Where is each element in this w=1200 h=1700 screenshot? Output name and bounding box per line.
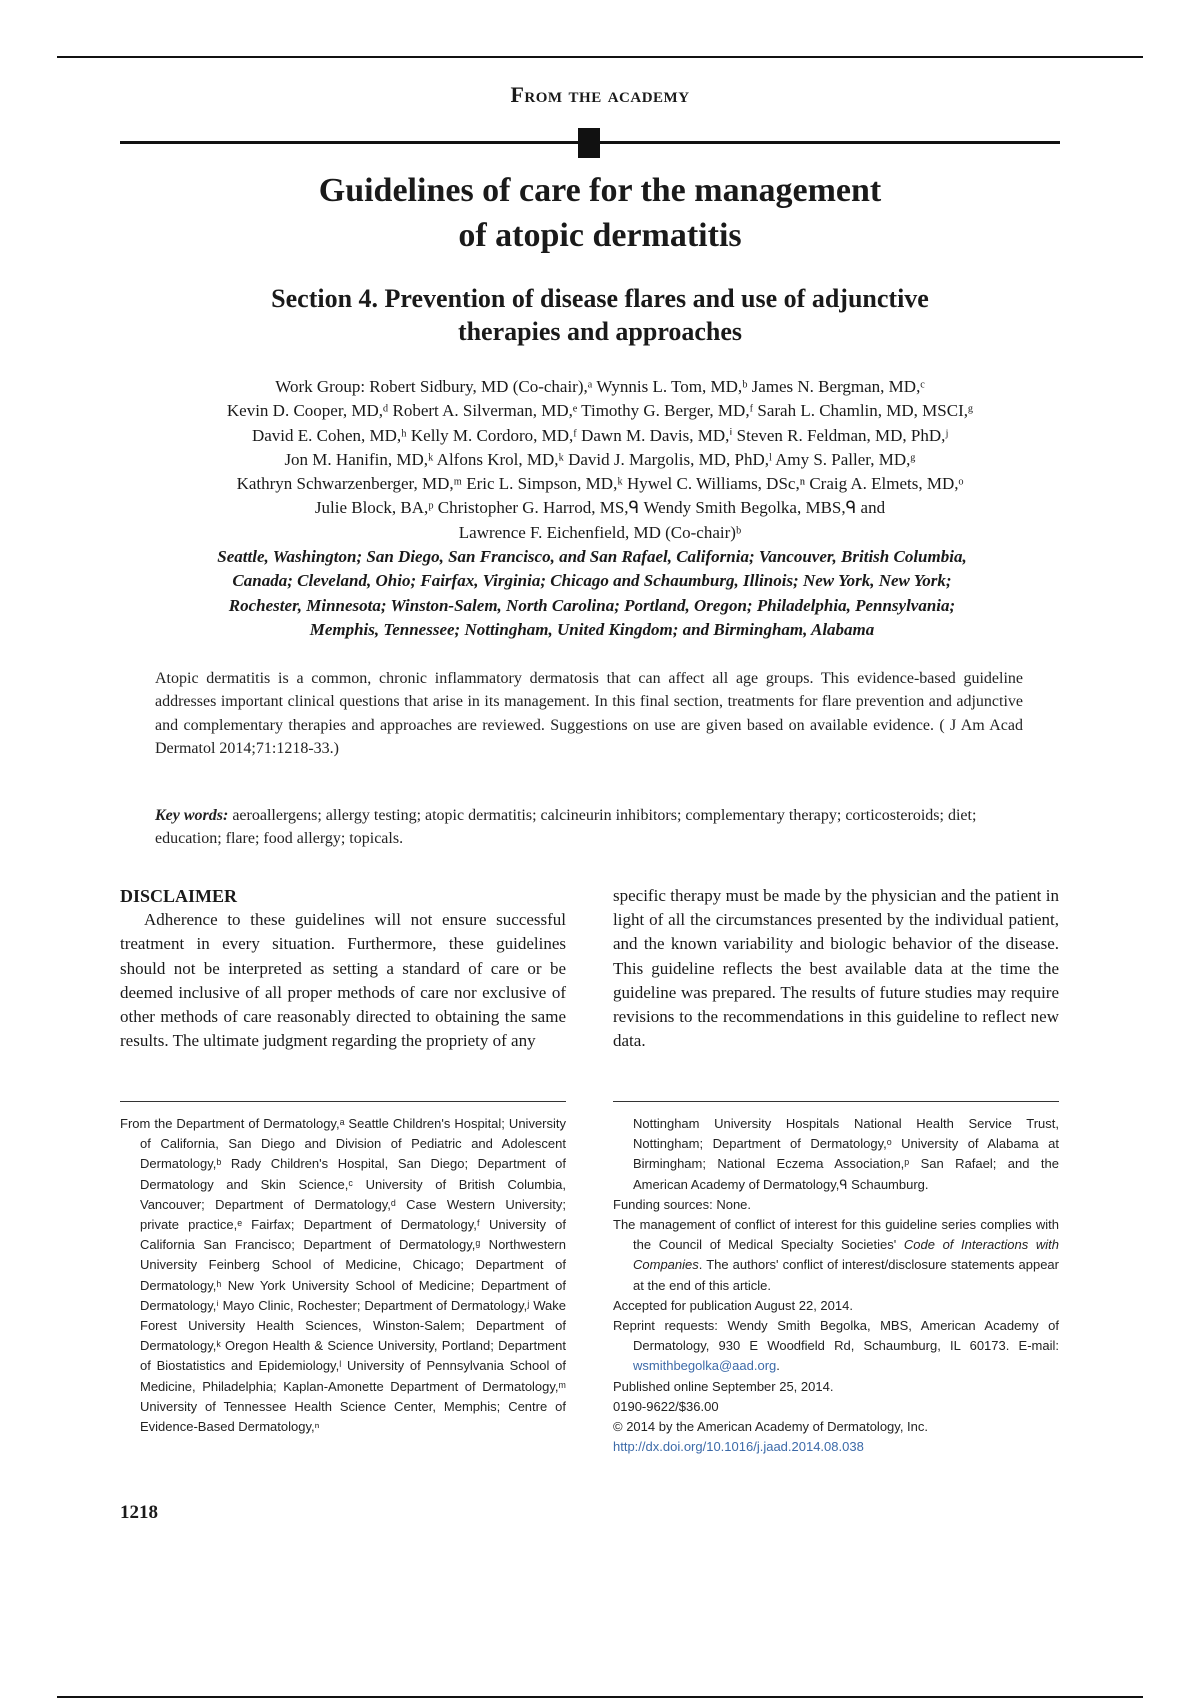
page-number: 1218 bbox=[120, 1502, 158, 1523]
author-line: David E. Cohen, MD,ʰ Kelly M. Cordoro, MD,ᶠ Dawn M. Davis, MD,ⁱ Steven R. Feldman, MD, PhD,ʲ bbox=[251, 425, 949, 445]
disclaimer-text-right: specific therapy must be made by the physician and the patient in light of all the circumstances presented by the individual patient, and the known variability and biologic behavior of the disease. This guideline reflects the best available data at the time the guideline was prepared. The results of future studies may require revisions to the recommendations in this guideline to reflect new data. bbox=[613, 886, 1059, 1051]
subtitle-line-2: therapies and approaches bbox=[457, 317, 743, 346]
location-line: Memphis, Tennessee; Nottingham, United Kingdom; and Birmingham, Alabama bbox=[309, 619, 875, 639]
reprint-end: . bbox=[776, 1358, 780, 1374]
section-heading: From the academy bbox=[510, 82, 690, 107]
email-link[interactable]: wsmithbegolka@aad.org bbox=[633, 1358, 777, 1374]
footnotes-right-column bbox=[613, 1114, 1059, 1457]
conflict-text-b: . The authors' conflict of interest/disclosure statements appear at the end of this article. bbox=[633, 1257, 1059, 1293]
article-title bbox=[0, 168, 1200, 258]
author-line: Kathryn Schwarzenberger, MD,ᵐ Eric L. Simpson, MD,ᵏ Hywel C. Williams, DSc,ⁿ Craig A. Elmets, MD,ᵒ bbox=[236, 474, 964, 494]
title-line-1: Guidelines of care for the management bbox=[318, 172, 882, 209]
location-line: Rochester, Minnesota; Winston-Salem, North Carolina; Portland, Oregon; Philadelphia, Pennsylvania; bbox=[228, 595, 956, 615]
author-line: Kevin D. Cooper, MD,ᵈ Robert A. Silverman, MD,ᵉ Timothy G. Berger, MD,ᶠ Sarah L. Chamlin, MD, MSCI,ᵍ bbox=[226, 401, 974, 421]
issn-note: 0190-9622/$36.00 bbox=[613, 1398, 719, 1414]
reprint-text: Reprint requests: Wendy Smith Begolka, MBS, American Academy of Dermatology, 930 E Woodfield Rd, Schaumburg, IL 60173. E-mail: bbox=[613, 1318, 1059, 1354]
author-line: Lawrence F. Eichenfield, MD (Co-chair)ᵇ bbox=[458, 522, 742, 542]
keywords bbox=[155, 804, 1023, 850]
keywords-label: Key words: bbox=[155, 807, 229, 824]
doi-link[interactable]: http://dx.doi.org/10.1016/j.jaad.2014.08.038 bbox=[613, 1439, 864, 1455]
abstract: Atopic dermatitis is a common, chronic inflammatory dermatosis that can affect all age groups. This evidence-based guideline addresses important clinical questions that arise in its management. In this final section, treatments for flare prevention and adjunctive and complementary therapies and approaches are reviewed. Suggestions on use are given based on available evidence. ( J Am Acad Dermatol 2014;71:1218-33.) bbox=[155, 670, 1023, 757]
author-list bbox=[100, 375, 1100, 545]
funding-note: Funding sources: None. bbox=[613, 1196, 752, 1212]
disclaimer-left-column bbox=[120, 884, 566, 1053]
title-rule-marker bbox=[578, 128, 600, 158]
disclaimer-text-left: Adherence to these guidelines will not ensure successful treatment in every situation. Furthermore, these guidelines should not be interpreted as setting a standard of care or be deemed inclusive of all proper methods of care nor exclusive of other methods of care reasonably directed to obtaining the same results. The ultimate judgment regarding the propriety of any bbox=[120, 910, 566, 1051]
copyright-note: © 2014 by the American Academy of Dermatology, Inc. bbox=[613, 1419, 928, 1435]
author-line: Work Group: Robert Sidbury, MD (Co-chair),ᵃ Wynnis L. Tom, MD,ᵇ James N. Bergman, MD,ᶜ bbox=[275, 377, 925, 396]
top-rule bbox=[57, 56, 1143, 58]
reprint-note bbox=[613, 1316, 1059, 1377]
published-note: Published online September 25, 2014. bbox=[613, 1378, 834, 1394]
affiliations-footnote: From the Department of Dermatology,ᵃ Seattle Children's Hospital; University of California, San Diego and Division of Pediatric and Adolescent Dermatology,ᵇ Rady Children's Hospital, San Diego; Department of Dermatology and Skin Science,ᶜ University of British Columbia, Vancouver; Department of Dermatology,ᵈ Case Western University; private practice,ᵉ Fairfax; Department of Dermatology,ᶠ University of California San Francisco; Department of Dermatology,ᵍ Northwestern University Feinberg School of Medicine, Chicago; Department of Dermatology,ʰ New York University School of Medicine; Department of Dermatology,ⁱ Mayo Clinic, Rochester; Department of Dermatology,ʲ Wake Forest University Health Sciences, Winston-Salem; Department of Dermatology,ᵏ Oregon Health & Science University, Portland; Department of Biostatistics and Epidemiology,ˡ University of Pennsylvania School of Medicine, Philadelphia; Kaplan-Amonette Department of Dermatology,ᵐ University of Tennessee Health Science Center, Memphis; Centre of Evidence-Based Dermatology,ⁿ bbox=[120, 1116, 566, 1435]
conflict-note bbox=[613, 1215, 1059, 1296]
location-line: Seattle, Washington; San Diego, San Francisco, and San Rafael, California; Vancouver, British Columbia, bbox=[217, 547, 967, 566]
title-line-2: of atopic dermatitis bbox=[458, 217, 742, 254]
disclaimer-heading: DISCLAIMER bbox=[120, 886, 238, 906]
bottom-rule bbox=[57, 1696, 1143, 1698]
location-list bbox=[118, 545, 1066, 642]
location-line: Canada; Cleveland, Ohio; Fairfax, Virginia; Chicago and Schaumburg, Illinois; New York, New York; bbox=[232, 571, 952, 591]
keywords-text: aeroallergens; allergy testing; atopic dermatitis; calcineurin inhibitors; complementary therapy; corticosteroids; diet; education; flare; food allergy; topicals. bbox=[155, 807, 977, 847]
article-subtitle bbox=[0, 282, 1200, 348]
accepted-note: Accepted for publication August 22, 2014. bbox=[613, 1297, 853, 1313]
subtitle-line-1: Section 4. Prevention of disease flares and use of adjunctive bbox=[271, 284, 929, 313]
conflict-text-a: The management of conflict of interest for this guideline series complies with the Council of Medical Specialty Societies' bbox=[613, 1217, 1059, 1253]
author-line: Julie Block, BA,ᵖ Christopher G. Harrod, MS,ᑫ Wendy Smith Begolka, MBS,ᑫ and bbox=[314, 498, 886, 518]
author-line: Jon M. Hanifin, MD,ᵏ Alfons Krol, MD,ᵏ David J. Margolis, MD, PhD,ˡ Amy S. Paller, MD,ᵍ bbox=[284, 449, 916, 469]
footnote-rule-left bbox=[120, 1101, 566, 1102]
conflict-code-title: Code of Interactions with Companies bbox=[633, 1237, 1060, 1273]
affiliations-continued: Nottingham University Hospitals National Health Service Trust, Nottingham; Department of Dermatology,ᵒ University of Alabama at Birmingham; National Eczema Association,ᵖ San Rafael; and the American Academy of Dermatology,ᑫ Schaumburg. bbox=[633, 1116, 1059, 1192]
footnote-rule-right bbox=[613, 1101, 1059, 1102]
